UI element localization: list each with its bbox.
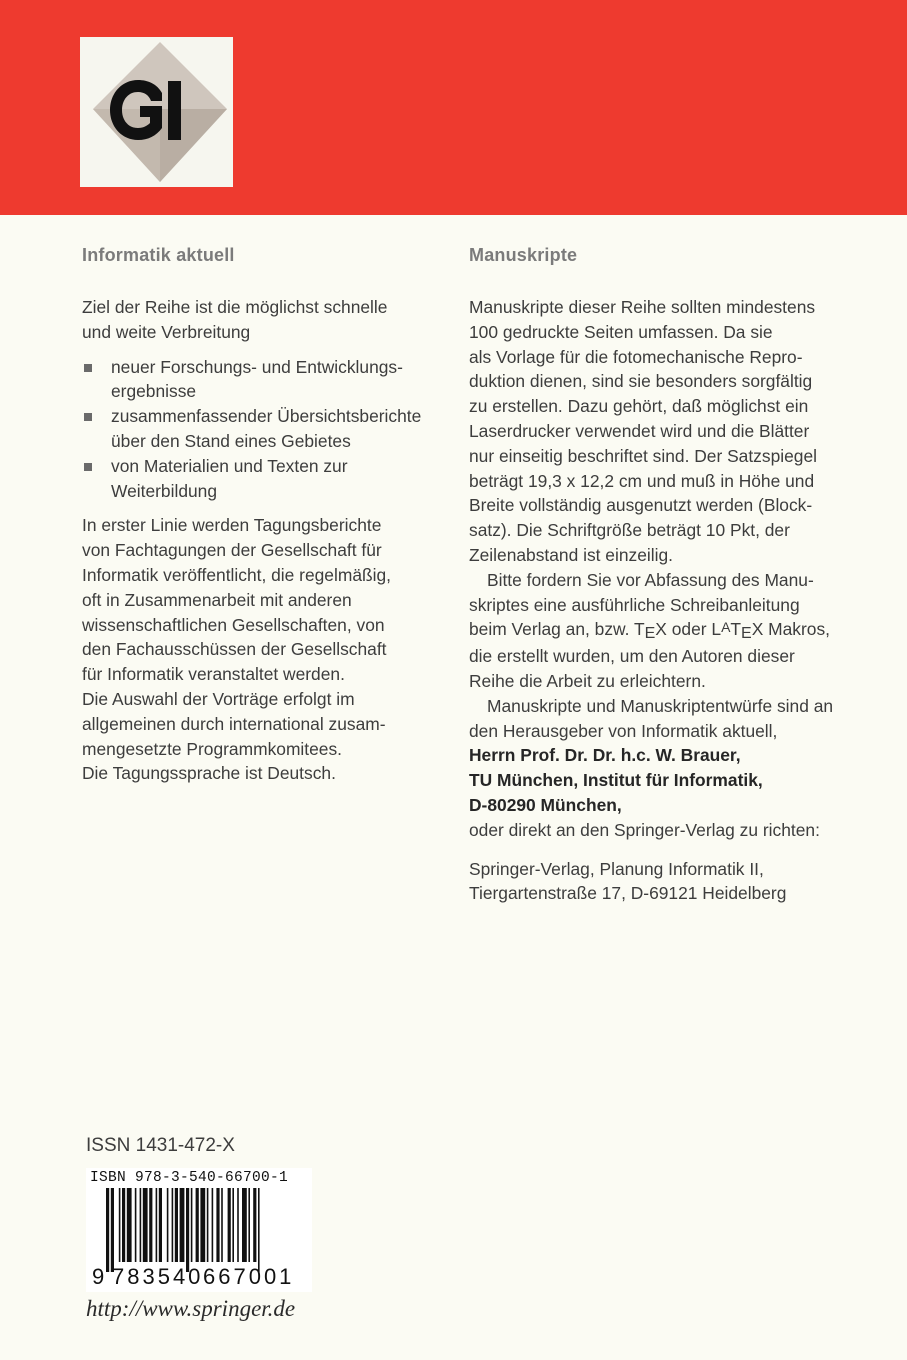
gi-logo-icon <box>80 37 233 187</box>
top-color-band <box>0 0 907 215</box>
barcode-bar <box>196 1188 199 1262</box>
right-column <box>469 245 869 906</box>
barcode-bar <box>143 1188 148 1262</box>
issn-number: ISSN 1431-472-X <box>86 1135 235 1156</box>
barcode-bar <box>135 1188 137 1262</box>
barcode-bar <box>172 1188 174 1262</box>
left-column <box>82 245 427 786</box>
barcode-bar <box>127 1188 132 1262</box>
barcode-bar <box>149 1188 152 1262</box>
isbn-barcode <box>86 1168 312 1292</box>
barcode-bar <box>167 1188 169 1262</box>
barcode-bar <box>111 1188 114 1272</box>
style-guide-request: Bitte fordern Sie vor Abfassung des Manu- skriptes eine ausführliche Schreibanleitung beim Verlag an, bzw. TEX oder LATEX Makros, die erstellt wurden, um den Autoren dieser Reihe die Arbeit zu erleichtern. <box>469 569 830 691</box>
publisher-url: http://www.springer.de <box>86 1296 296 1321</box>
manuscript-requirements: Manuskripte dieser Reihe sollten mindestens 100 gedruckte Seiten umfassen. Da sie als Vorlage für die fotomechanische Repro- duktion dienen, sind sie besonders sorgfältig zu erstellen. Dazu gehört, daß möglichst ein Laserdrucker verwendet wird und die Blätter nur einseitig beschriftet sind. Der Satzspiegel beträgt 19,3 x 12,2 cm und muß in Höhe und Breite vollständig ausgenutzt werden (Block- satz). Die Schriftgröße beträgt 10 Pkt, der Zeilenabstand ist einzeilig. <box>469 297 817 565</box>
publisher-address: Springer-Verlag, Planung Informatik II, Tiergartenstraße 17, D-69121 Heidelberg <box>469 858 787 904</box>
barcode-bar <box>207 1188 209 1262</box>
barcode-bar <box>216 1188 219 1262</box>
barcode-bar <box>140 1188 142 1262</box>
gi-logo <box>80 37 233 187</box>
tex-logo: TEX <box>634 619 667 643</box>
barcode-bar <box>186 1188 189 1272</box>
square-bullet-icon <box>84 463 92 471</box>
barcode-bar <box>200 1188 205 1262</box>
series-description: In erster Linie werden Tagungsberichte von Fachtagungen der Gesellschaft für Informatik veröffentlicht, die regelmäßig, oft in Zusammenarbeit mit anderen wissenschaftlichen Gesellschaften, von den Fachausschüssen der Gesellschaft für Informatik veranstaltet werden. Die Auswahl der Vorträge erfolgt im allgemeinen durch international zusam- mengesetzte Programmkomitees. Die Tagungssprache ist Deutsch. <box>82 515 391 784</box>
barcode-bar <box>180 1188 185 1262</box>
barcode-bar <box>156 1188 158 1262</box>
square-bullet-icon <box>84 364 92 372</box>
barcode-bar <box>106 1188 109 1272</box>
ean-first-digit: 9 <box>92 1264 105 1289</box>
barcode-bar <box>175 1188 178 1262</box>
barcode-bar <box>258 1188 260 1272</box>
barcode-bar <box>248 1188 250 1262</box>
ean-left-digits: 783540 <box>112 1264 204 1289</box>
list-item: zusammenfassender Übersichtsberichte über den Stand eines Gebietes <box>82 404 427 454</box>
ean-right-digits: 667001 <box>203 1264 295 1289</box>
submission-address: Manuskripte und Manuskriptentwürfe sind an den Herausgeber von Informatik aktuell, Herrn Prof. Dr. Dr. h.c. W. Brauer, TU München, Institut für Informatik, D-80290 München, oder direkt an den Springer-Verlag zu richten: <box>469 695 834 840</box>
isbn-number: ISBN 978-3-540-66700-1 <box>90 1170 289 1186</box>
barcode-bar <box>253 1188 256 1262</box>
intro-text: Ziel der Reihe ist die möglichst schnelle und weite Verbreitung <box>82 297 388 342</box>
latex-logo: LATEX <box>711 619 764 643</box>
list-item: von Materialien und Texten zur Weiterbildung <box>82 454 427 504</box>
barcode-bar <box>212 1188 214 1262</box>
goal-list <box>82 355 427 504</box>
barcode-bar <box>237 1188 239 1262</box>
manuscripts-heading: Manuskripte <box>469 245 578 265</box>
barcode-bar <box>122 1188 125 1262</box>
series-heading: Informatik aktuell <box>82 245 235 265</box>
barcode-bar <box>119 1188 121 1262</box>
square-bullet-icon <box>84 413 92 421</box>
list-item: neuer Forschungs- und Entwicklungs- ergebnisse <box>82 355 427 405</box>
barcode-bar <box>159 1188 162 1262</box>
barcode-bar <box>191 1188 193 1262</box>
barcode-bars-icon <box>86 1188 312 1276</box>
barcode-bar <box>232 1188 234 1262</box>
barcode-bar <box>228 1188 231 1262</box>
barcode-bar <box>242 1188 247 1262</box>
barcode-bar <box>221 1188 223 1262</box>
